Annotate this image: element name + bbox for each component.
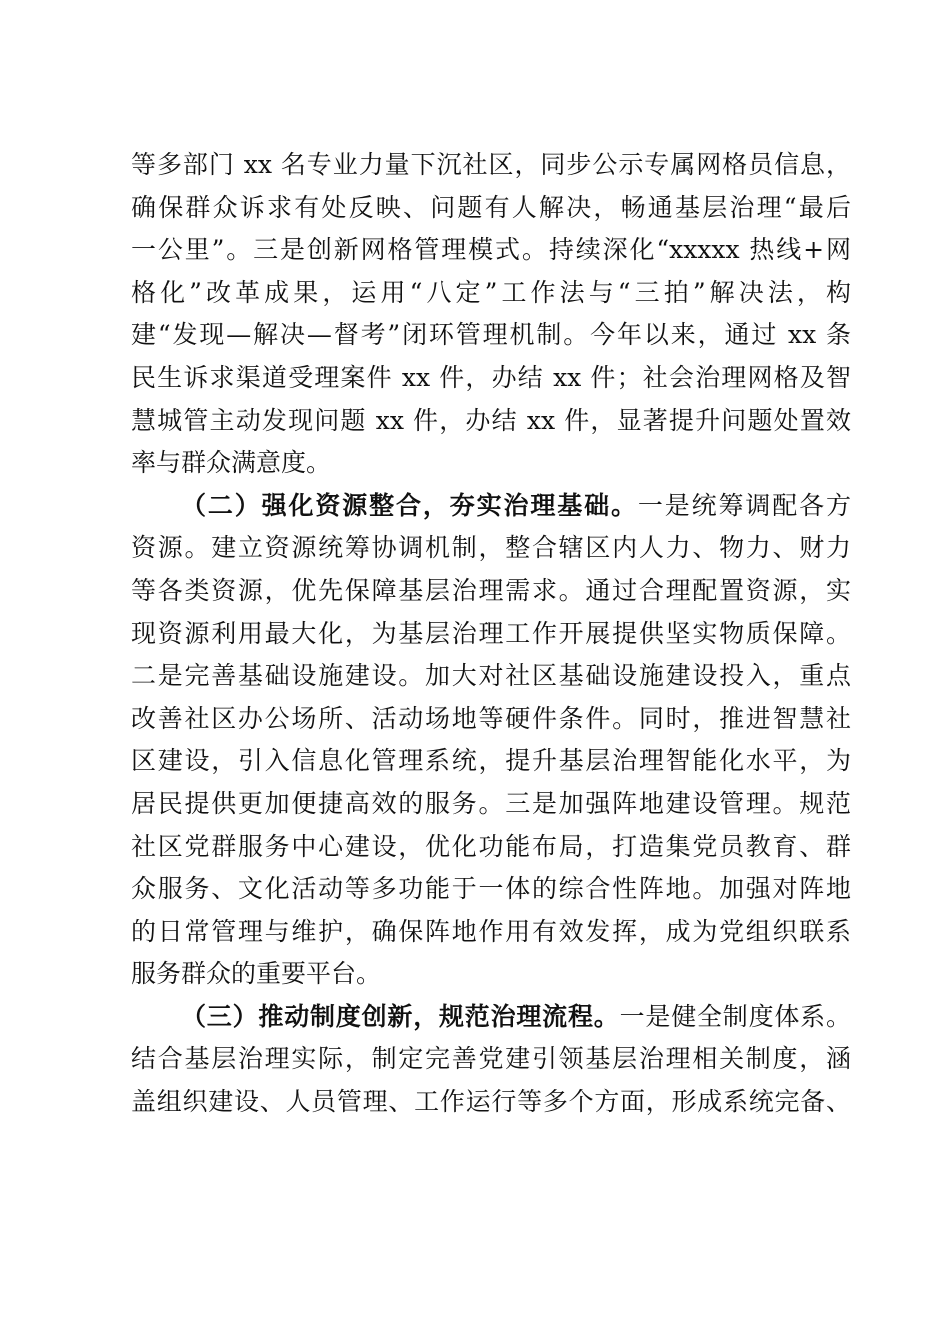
section-heading: （二）强化资源整合，夯实治理基础。 bbox=[181, 490, 638, 520]
text-line: 结合基层治理实际，制定完善党建引领基层治理相关制度，涵 bbox=[131, 1044, 851, 1074]
text-line: 区建设，引入信息化管理系统，提升基层治理智能化水平，为 bbox=[131, 746, 851, 776]
text-line: 众服务、文化活动等多功能于一体的综合性阵地。加强对阵地 bbox=[131, 874, 851, 904]
text-line: 改善社区办公场所、活动场地等硬件条件。同时，推进智慧社 bbox=[131, 703, 851, 733]
section-heading: （三）推动制度创新，规范治理流程。 bbox=[181, 1001, 620, 1031]
text-line: 一公里”。三是创新网格管理模式。持续深化“xxxxx 热线+网 bbox=[131, 235, 851, 265]
text-line: 服务群众的重要平台。 bbox=[131, 959, 382, 989]
paragraph-1 bbox=[131, 144, 851, 485]
text-line: 等多部门 xx 名专业力量下沉社区，同步公示专属网格员信息， bbox=[131, 150, 851, 179]
text-line: 的日常管理与维护，确保阵地作用有效发挥，成为党组织联系 bbox=[131, 916, 851, 946]
paragraph-3 bbox=[131, 996, 851, 1124]
body-text bbox=[131, 144, 851, 1124]
text-line: 盖组织建设、人员管理、工作运行等多个方面，形成系统完备、 bbox=[131, 1087, 851, 1117]
text-line: 现资源利用最大化，为基层治理工作开展提供坚实物质保障。 bbox=[131, 618, 851, 648]
text-line: 资源。建立资源统筹协调机制，整合辖区内人力、物力、财力 bbox=[131, 533, 851, 563]
text-span: 一是统筹调配各方 bbox=[637, 490, 851, 520]
paragraph-first-line bbox=[131, 485, 851, 528]
text-line: 民生诉求渠道受理案件 xx 件，办结 xx 件；社会治理网格及智 bbox=[131, 362, 851, 392]
text-line: 等各类资源，优先保障基层治理需求。通过合理配置资源，实 bbox=[131, 575, 851, 605]
paragraph-2 bbox=[131, 485, 851, 996]
text-line: 建“发现—解决—督考”闭环管理机制。今年以来，通过 xx 条 bbox=[131, 320, 851, 350]
text-line: 二是完善基础设施建设。加大对社区基础设施建设投入，重点 bbox=[131, 661, 851, 691]
text-line: 率与群众满意度。 bbox=[131, 448, 332, 478]
text-line: 确保群众诉求有处反映、问题有人解决，畅通基层治理“最后 bbox=[131, 192, 851, 222]
text-span: 一是健全制度体系。 bbox=[619, 1001, 851, 1031]
text-line: 格化”改革成果，运用“八定”工作法与“三拍”解决法，构 bbox=[131, 277, 851, 307]
paragraph-first-line bbox=[131, 996, 851, 1039]
text-line: 慧城管主动发现问题 xx 件，办结 xx 件，显著提升问题处置效 bbox=[131, 405, 851, 435]
text-line: 社区党群服务中心建设，优化功能布局，打造集党员教育、群 bbox=[131, 831, 851, 861]
text-line: 居民提供更加便捷高效的服务。三是加强阵地建设管理。规范 bbox=[131, 788, 851, 818]
